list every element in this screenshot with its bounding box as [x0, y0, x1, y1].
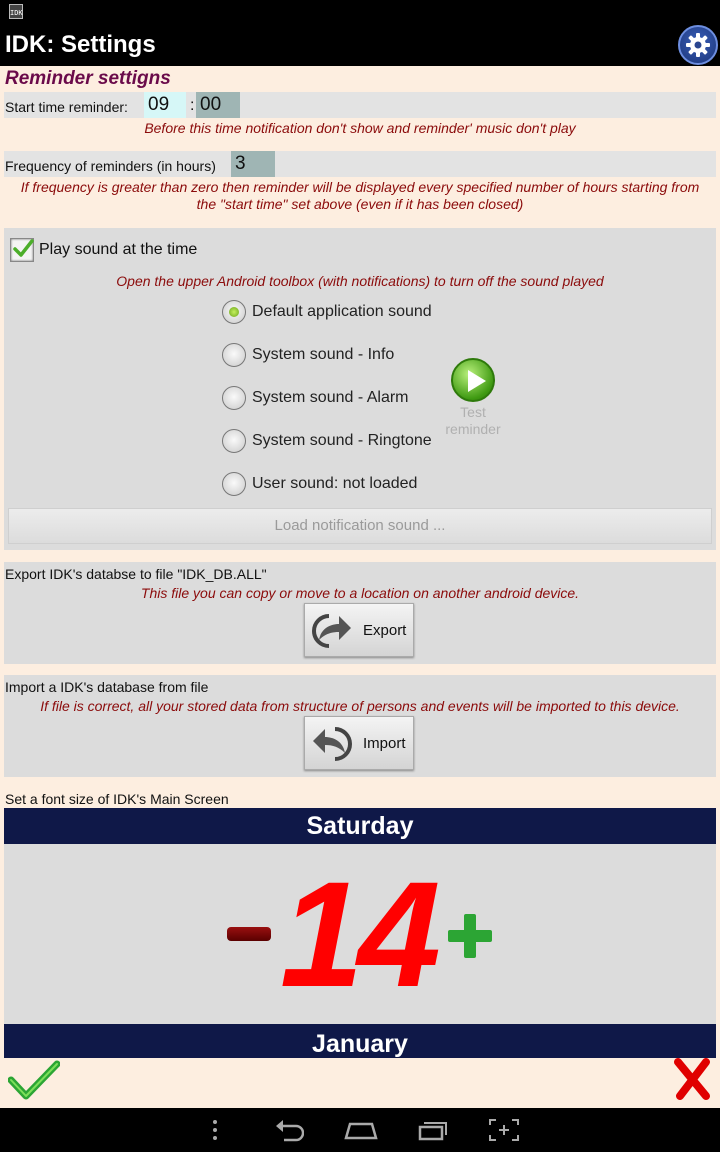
- frequency-label: Frequency of reminders (in hours): [5, 158, 216, 174]
- load-notification-sound-button[interactable]: Load notification sound ...: [8, 508, 712, 544]
- test-reminder-label: [440, 404, 506, 438]
- radio-system-info-label[interactable]: System sound - Info: [252, 346, 395, 363]
- play-sound-checkbox[interactable]: [10, 238, 34, 262]
- import-label: Import a IDK's database from file: [5, 679, 209, 695]
- radio-user-sound-label[interactable]: User sound: not loaded: [252, 475, 418, 492]
- start-hour-field[interactable]: 09: [144, 92, 186, 118]
- radio-default-sound-label[interactable]: Default application sound: [252, 303, 432, 320]
- frequency-field[interactable]: 3: [231, 151, 275, 177]
- status-bar: [0, 0, 720, 24]
- import-note: If file is correct, all your stored data from structure of persons and events will be imported to this device.: [40, 698, 680, 714]
- start-minute-field[interactable]: 00: [196, 92, 240, 118]
- export-button-label: Export: [363, 622, 407, 639]
- radio-system-alarm[interactable]: [222, 386, 246, 410]
- radio-user-sound[interactable]: [222, 472, 246, 496]
- test-reminder-button[interactable]: [451, 358, 495, 402]
- section-title-reminder: Reminder settigns: [5, 68, 171, 89]
- test-label-line1: Test: [460, 404, 486, 420]
- screenshot-icon[interactable]: [488, 1118, 520, 1142]
- app-notification-icon: IDK: [9, 4, 23, 19]
- recent-apps-icon[interactable]: [418, 1118, 448, 1142]
- start-time-note: Before this time notification don't show and reminder' music don't play: [144, 120, 576, 136]
- frequency-note-line1: If frequency is greater than zero then reminder will be displayed every specified number of hours starting from: [20, 179, 700, 195]
- export-arrow-icon: [311, 610, 353, 652]
- check-icon: [11, 237, 35, 261]
- export-label: Export IDK's databse to file "IDK_DB.ALL": [5, 566, 267, 582]
- month-bar: January: [4, 1024, 716, 1058]
- frequency-note-line2: the "start time" set above (even if it has been closed): [196, 196, 524, 212]
- test-label-line2: reminder: [445, 421, 501, 437]
- settings-button[interactable]: [678, 25, 718, 65]
- import-arrow-icon: [311, 723, 353, 765]
- time-separator: :: [190, 97, 195, 114]
- radio-system-ringtone[interactable]: [222, 429, 246, 453]
- cancel-x-button[interactable]: [672, 1058, 712, 1100]
- day-number-preview: 14: [280, 850, 435, 1018]
- menu-dots-icon[interactable]: [210, 1118, 220, 1142]
- navigation-bar: [0, 1108, 720, 1152]
- play-sound-label[interactable]: Play sound at the time: [39, 241, 198, 258]
- increase-font-button[interactable]: [448, 914, 492, 958]
- gear-icon: [685, 32, 711, 58]
- decrease-font-button[interactable]: [227, 927, 271, 941]
- page-title: IDK: Settings: [5, 31, 156, 58]
- radio-system-ringtone-label[interactable]: System sound - Ringtone: [252, 432, 432, 449]
- import-button-label: Import: [363, 735, 406, 752]
- sound-note: Open the upper Android toolbox (with notifications) to turn off the sound played: [116, 273, 604, 289]
- export-button[interactable]: [304, 603, 414, 657]
- import-button[interactable]: [304, 716, 414, 770]
- day-name-bar: Saturday: [4, 808, 716, 844]
- back-icon[interactable]: [274, 1118, 304, 1142]
- ok-check-button[interactable]: [8, 1060, 60, 1100]
- font-size-label: Set a font size of IDK's Main Screen: [5, 791, 229, 807]
- radio-default-sound[interactable]: [222, 300, 246, 324]
- home-icon[interactable]: [344, 1118, 378, 1142]
- start-time-label: Start time reminder:: [5, 99, 128, 115]
- radio-system-info[interactable]: [222, 343, 246, 367]
- radio-system-alarm-label[interactable]: System sound - Alarm: [252, 389, 409, 406]
- export-note: This file you can copy or move to a location on another android device.: [140, 585, 580, 601]
- action-bar: [0, 24, 720, 66]
